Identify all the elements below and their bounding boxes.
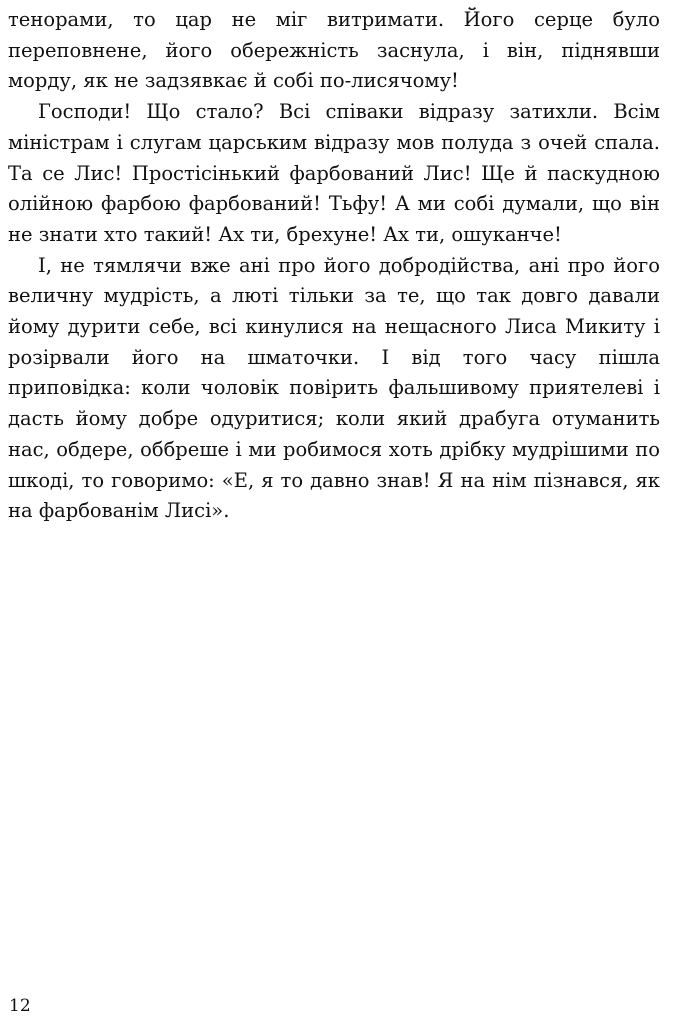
body-text [8, 5, 660, 527]
paragraph-continuation: тенорами, то цар не міг витримати. Його серце було переповнене, його обережність заснула, і він, піднявши морду, як не задзявкає й собі по-лисячому! [8, 8, 660, 93]
page-number: 12 [9, 996, 31, 1016]
paragraph: Господи! Що стало? Всі співаки відразу затихли. Всім міністрам і слугам царським відразу мов полуда з очей спала. Та се Лис! Простісінький фарбований Лис! Ще й паскудною олійною фарбою фарбований! Тьфу! А ми собі думали, що він не знати хто такий! Ах ти, брехуне! Ах ти, ошуканче! [8, 100, 660, 246]
paragraph: І, не тямлячи вже ані про його добродійства, ані про його величну мудрість, а люті тільки за те, що так довго давали йому дурити себе, всі кинулися на нещасного Лиса Микиту і розірвали його на шматочки. І від того часу пішла приповідка: коли чоловік повірить фальшивому приятелеві і дасть йому добре одуритися; коли який драбуга отуманить нас, обдере, оббреше і ми робимося хоть дрібку мудрішими по шкоді, то говоримо: «Е, я то давно знав! Я на нім пізнався, як на фарбованім Лисі». [8, 253, 660, 523]
